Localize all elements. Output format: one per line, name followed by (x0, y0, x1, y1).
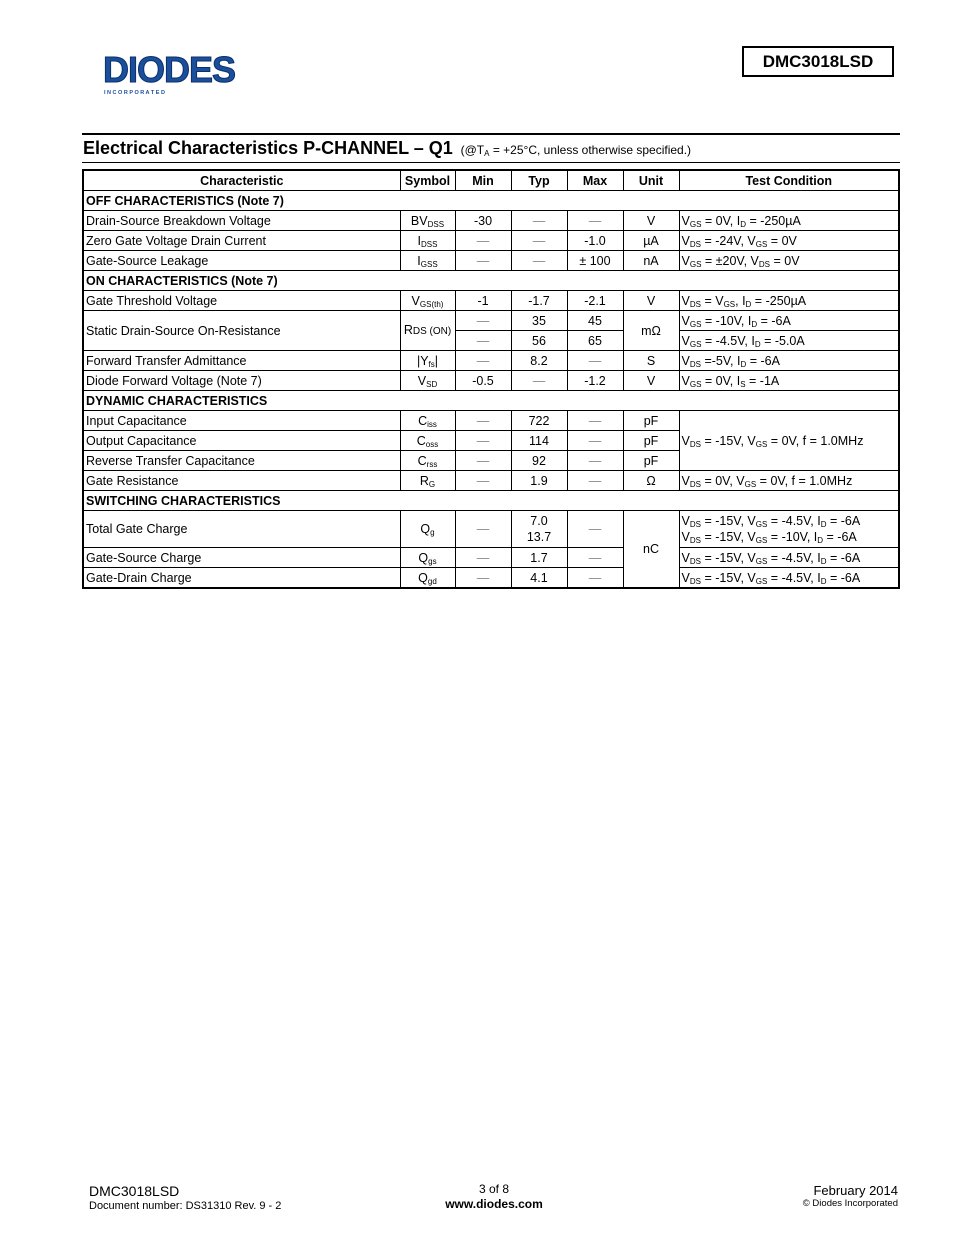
table-row: Reverse Transfer Capacitance $C_{rss}$ — 92 — pF (83, 451, 899, 471)
table-row: Input Capacitance $C_{iss}$ — 722 — pF $V_{DS} = -15V$, $V_{GS} = 0V$, f = 1.0MHz (83, 411, 899, 431)
logo-subtext: I N C O R P O R A T E D (104, 90, 165, 96)
col-header-max: Max (567, 170, 623, 191)
col-header-characteristic: Characteristic (83, 170, 400, 191)
section-row: DYNAMIC CHARACTERISTICS (83, 391, 899, 411)
footer-copyright: © Diodes Incorporated (802, 1198, 898, 1209)
logo-text: DIODES (103, 52, 236, 90)
table-row: Forward Transfer Admittance $|Y_{fs}|$ — 8.2 — S $V_{DS} =-5V$, $I_D = -6A$ (83, 351, 899, 371)
table-row: Total Gate Charge $Q_g$ — 7.0 13.7 — nC $V_{DS} = -15V$, $V_{GS} = -4.5V$, $I_D = -6A$ $V_{DS} = -15V$, $V_{GS} = -10V$, $I_D = -6A$ (83, 511, 899, 548)
heading-rule-top (82, 133, 900, 135)
table-row: Drain-Source Breakdown Voltage $BV_{DSS}$ -30 — — V $V_{GS} = 0V$, $I_D = -250\mu A$ (83, 211, 899, 231)
section-row: OFF CHARACTERISTICS (Note 7) (83, 191, 899, 211)
section-heading (83, 138, 691, 159)
footer-website-link[interactable]: www.diodes.com (445, 1197, 543, 1211)
diodes-logo (103, 52, 268, 97)
table-header-row (83, 170, 899, 191)
table-row: Gate-Source Charge $Q_{gs}$ — 1.7 — $V_{DS} = -15V$, $V_{GS} = -4.5V$, $I_D = -6A$ (83, 548, 899, 568)
col-header-test-condition: Test Condition (679, 170, 899, 191)
heading-rule-bottom (82, 162, 900, 163)
section-title: Electrical Characteristics P-CHANNEL – Q1 (83, 138, 453, 158)
table-row: Gate-Drain Charge $Q_{gd}$ — 4.1 — $V_{DS} = -15V$, $V_{GS} = -4.5V$, $I_D = -6A$ (83, 568, 899, 589)
footer-date: February 2014 (813, 1183, 898, 1198)
table-row: Gate Resistance $R_G$ — 1.9 — Ω $V_{DS} = 0V$, $V_{GS} = 0V$, f = 1.0MHz (83, 471, 899, 491)
table-row: Gate Threshold Voltage $V_{GS(th)}$ -1 -1.7 -2.1 V $V_{DS} = V_{GS}$, $I_D = -250\mu A$ (83, 291, 899, 311)
section-row: ON CHARACTERISTICS (Note 7) (83, 271, 899, 291)
col-header-typ: Typ (511, 170, 567, 191)
section-condition: ($@T_A = +25^\circ C$, unless otherwise specified.) (460, 143, 692, 158)
footer-page-number: 3 of 8 (478, 1182, 510, 1196)
table-row: Output Capacitance $C_{oss}$ — 114 — pF (83, 431, 899, 451)
table-row: Static Drain-Source On-Resistance RDS (ON) — 35 45 mΩ $V_{GS} = -10V$, $I_D = -6A$ (83, 311, 899, 331)
footer-part-number: DMC3018LSD (89, 1183, 180, 1199)
section-row: SWITCHING CHARACTERISTICS (83, 491, 899, 511)
footer-document-number: Document number: DS31310 Rev. 9 - 2 (89, 1200, 282, 1212)
table-row: Zero Gate Voltage Drain Current $I_{DSS}$ — — -1.0 µA $V_{DS} = -24V$, $V_{GS} = 0V$ (83, 231, 899, 251)
col-header-symbol: Symbol (400, 170, 455, 191)
part-number-box: DMC3018LSD (742, 46, 894, 77)
col-header-min: Min (455, 170, 511, 191)
col-header-unit: Unit (623, 170, 679, 191)
table-row: Gate-Source Leakage $I_{GSS}$ — — ± 100 nA $V_{GS} = \pm 20V$, $V_{DS} = 0V$ (83, 251, 899, 271)
table-row: Diode Forward Voltage (Note 7) $V_{SD}$ -0.5 — -1.2 V $V_{GS} = 0V$, $I_S = -1A$ (83, 371, 899, 391)
electrical-characteristics-table (82, 169, 900, 589)
table-row: — 56 65 $V_{GS} = -4.5V$, $I_D = -5.0A$ (83, 331, 899, 351)
